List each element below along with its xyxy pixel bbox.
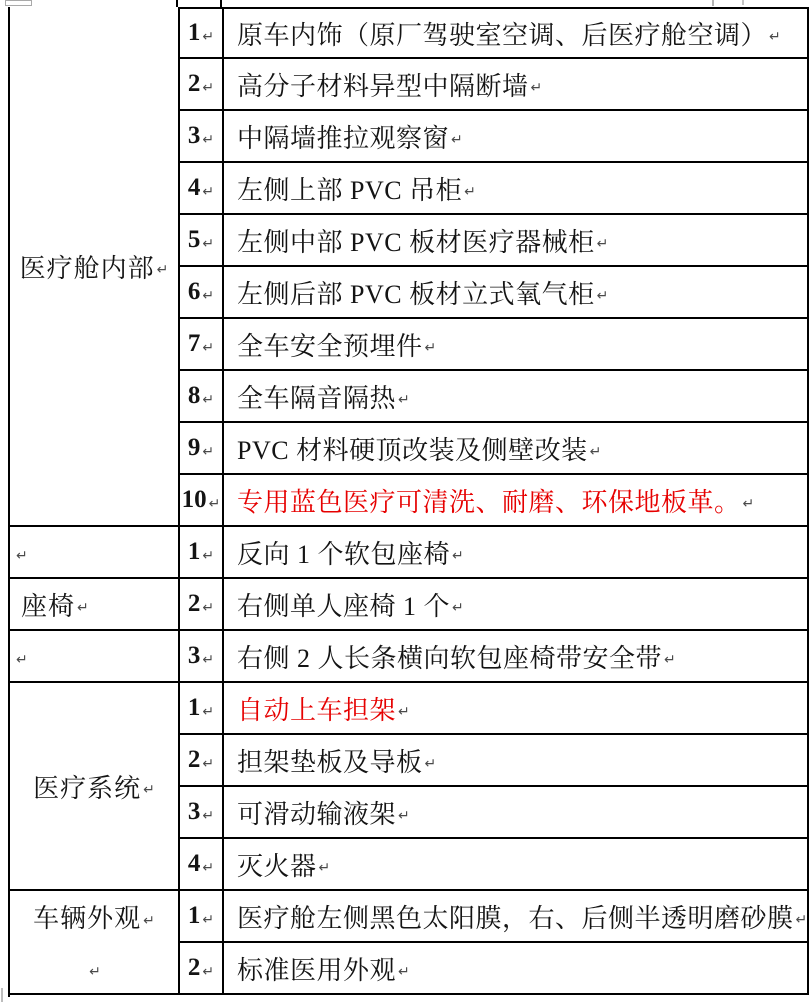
row-desc: 标准医用外观 [237, 955, 397, 985]
pilcrow-mark: ↵ [202, 132, 215, 148]
row-desc: 可滑动输液架 [237, 799, 397, 829]
pilcrow-mark: ↵ [664, 652, 676, 668]
pilcrow-mark: ↵ [202, 444, 215, 460]
row-number: 5 [187, 226, 201, 253]
row-desc-cell [224, 735, 809, 787]
pilcrow-mark: ↵ [424, 340, 437, 356]
row-number-cell [180, 267, 224, 319]
row-desc-cell [224, 891, 809, 943]
row-desc-cell [224, 111, 809, 163]
row-desc: 高分子材料异型中隔断墙 [237, 71, 529, 101]
pilcrow-mark: ↵ [451, 132, 463, 148]
row-desc-cell [224, 267, 809, 319]
ambulance-spec-table [8, 7, 808, 997]
pilcrow-mark: ↵ [143, 912, 155, 929]
pilcrow-mark: ↵ [596, 236, 609, 252]
pilcrow-mark: ↵ [398, 964, 410, 980]
row-number: 4 [187, 850, 201, 877]
pilcrow-mark: ↵ [596, 288, 609, 304]
column-border-tick [220, 0, 222, 7]
row-desc: 专用蓝色医疗可清洗、耐磨、环保地板革。 [237, 487, 741, 517]
row-number-cell [180, 839, 224, 891]
row-number: 4 [187, 174, 201, 201]
pilcrow-mark: ↵ [202, 600, 215, 616]
pilcrow-mark: ↵ [318, 860, 331, 876]
row-number: 1 [187, 902, 201, 929]
row-desc: 左侧中部 PVC 板材医疗器械柜 [237, 227, 595, 257]
category-cell-medical-cabin [10, 7, 180, 527]
row-number: 3 [187, 798, 201, 825]
pilcrow-mark: ↵ [530, 80, 543, 96]
pilcrow-mark: ↵ [202, 340, 215, 356]
pilcrow-mark: ↵ [398, 392, 410, 408]
row-desc: 右侧 2 人长条横向软包座椅带安全带 [237, 643, 663, 673]
pilcrow-mark: ↵ [589, 444, 602, 460]
row-desc: PVC 材料硬顶改装及侧壁改装 [237, 435, 588, 465]
category-cell-seats [10, 579, 180, 631]
category-cell-vehicle-exterior [10, 891, 180, 995]
row-number-cell [180, 319, 224, 371]
row-number: 2 [187, 954, 201, 981]
pilcrow-mark: ↵ [156, 262, 169, 278]
pilcrow-mark: ↵ [452, 548, 464, 564]
pilcrow-mark: ↵ [77, 600, 89, 616]
row-number-cell [180, 163, 224, 215]
row-desc: 左侧后部 PVC 板材立式氧气柜 [237, 279, 595, 309]
faint-border-remnant [742, 0, 744, 5]
row-desc: 右侧单人座椅 1 个 [237, 591, 451, 621]
row-desc: 全车安全预埋件 [237, 331, 423, 361]
row-desc: 灭火器 [237, 851, 317, 881]
row-number-cell [180, 7, 224, 59]
row-desc-cell [224, 163, 809, 215]
pilcrow-mark: ↵ [202, 964, 215, 980]
row-desc: 中隔墙推拉观察窗 [237, 123, 450, 153]
row-desc-cell [224, 371, 809, 423]
row-desc-cell [224, 683, 809, 735]
row-number-cell [180, 735, 224, 787]
row-number-cell [180, 59, 224, 111]
row-number: 2 [187, 70, 201, 97]
column-border-tick [176, 0, 178, 7]
row-number-cell [180, 891, 224, 943]
row-desc: 自动上车担架 [237, 695, 397, 725]
row-number-cell [180, 943, 224, 995]
category-label: 医疗系统 [33, 773, 142, 803]
row-number: 9 [187, 434, 201, 461]
faint-border-remnant [712, 0, 714, 6]
pilcrow-mark: ↵ [795, 912, 808, 928]
row-desc-cell [224, 423, 809, 475]
pilcrow-mark: ↵ [398, 704, 410, 720]
row-desc-cell [224, 319, 809, 371]
row-desc: 担架垫板及导板 [237, 747, 423, 777]
pilcrow-mark: ↵ [202, 29, 215, 45]
category-label: 座椅 [21, 591, 76, 621]
category-cell-empty [10, 527, 180, 579]
row-number: 6 [187, 278, 201, 305]
row-number-cell [180, 111, 224, 163]
pilcrow-mark: ↵ [202, 184, 215, 200]
pilcrow-mark: ↵ [202, 860, 215, 876]
row-desc-cell [224, 215, 809, 267]
row-desc-cell [224, 7, 809, 59]
pilcrow-mark: ↵ [202, 808, 215, 824]
row-desc: 医疗舱左侧黑色太阳膜，右、后侧半透明磨砂膜 [237, 903, 794, 933]
pilcrow-mark: ↵ [143, 782, 155, 798]
row-number-cell [180, 371, 224, 423]
pilcrow-mark: ↵ [202, 756, 215, 772]
pilcrow-mark: ↵ [202, 548, 215, 564]
row-number: 1 [187, 694, 201, 721]
category-cell-empty [10, 631, 180, 683]
row-number-cell [180, 475, 224, 527]
row-number: 2 [187, 746, 201, 773]
pilcrow-mark: ↵ [398, 808, 410, 824]
pilcrow-mark: ↵ [208, 496, 221, 512]
row-desc-cell [224, 527, 809, 579]
row-number-cell [180, 579, 224, 631]
empty-paragraph [87, 942, 101, 993]
pilcrow-mark: ↵ [202, 80, 215, 96]
pilcrow-mark: ↵ [742, 496, 755, 512]
row-number-cell [180, 423, 224, 475]
pilcrow-mark: ↵ [16, 548, 28, 564]
category-cell-medical-system [10, 683, 180, 891]
row-number-cell [180, 527, 224, 579]
row-number-cell [180, 683, 224, 735]
row-number: 7 [187, 330, 201, 357]
category-label: 车辆外观 ↵ [33, 904, 155, 933]
row-number: 3 [187, 642, 201, 669]
category-label: 医疗舱内部 [19, 253, 155, 283]
pilcrow-mark: ↵ [464, 184, 476, 200]
row-desc-cell [224, 631, 809, 683]
row-number-cell [180, 787, 224, 839]
page-crop-artifact-bottom [1, 988, 3, 1002]
row-desc-cell [224, 475, 809, 527]
pilcrow-mark: ↵ [202, 652, 215, 668]
row-desc: 左侧上部 PVC 吊柜 [237, 175, 463, 205]
pilcrow-mark: ↵ [202, 392, 215, 408]
row-number-cell [180, 631, 224, 683]
row-desc: 原车内饰（原厂驾驶室空调、后医疗舱空调） [237, 20, 768, 50]
pilcrow-mark: ↵ [16, 652, 28, 668]
pilcrow-mark: ↵ [202, 912, 215, 928]
row-number: 10 [181, 486, 207, 513]
row-number: 2 [187, 590, 201, 617]
page-crop-artifact-box [5, 0, 32, 6]
row-desc-cell [224, 579, 809, 631]
pilcrow-mark: ↵ [452, 600, 464, 616]
pilcrow-mark: ↵ [424, 756, 437, 772]
pilcrow-mark: ↵ [769, 29, 781, 45]
row-desc-cell [224, 59, 809, 111]
row-number: 1 [187, 19, 201, 46]
pilcrow-mark: ↵ [202, 288, 215, 304]
row-desc-cell [224, 943, 809, 995]
row-number: 1 [187, 538, 201, 565]
row-number-cell [180, 215, 224, 267]
row-desc: 反向 1 个软包座椅 [237, 539, 451, 569]
pilcrow-mark: ↵ [89, 963, 101, 980]
pilcrow-mark: ↵ [202, 236, 215, 252]
row-desc-cell [224, 839, 809, 891]
row-number: 3 [187, 122, 201, 149]
row-desc-cell [224, 787, 809, 839]
pilcrow-mark: ↵ [202, 704, 215, 720]
row-number: 8 [187, 382, 201, 409]
row-desc: 全车隔音隔热 [237, 383, 397, 413]
